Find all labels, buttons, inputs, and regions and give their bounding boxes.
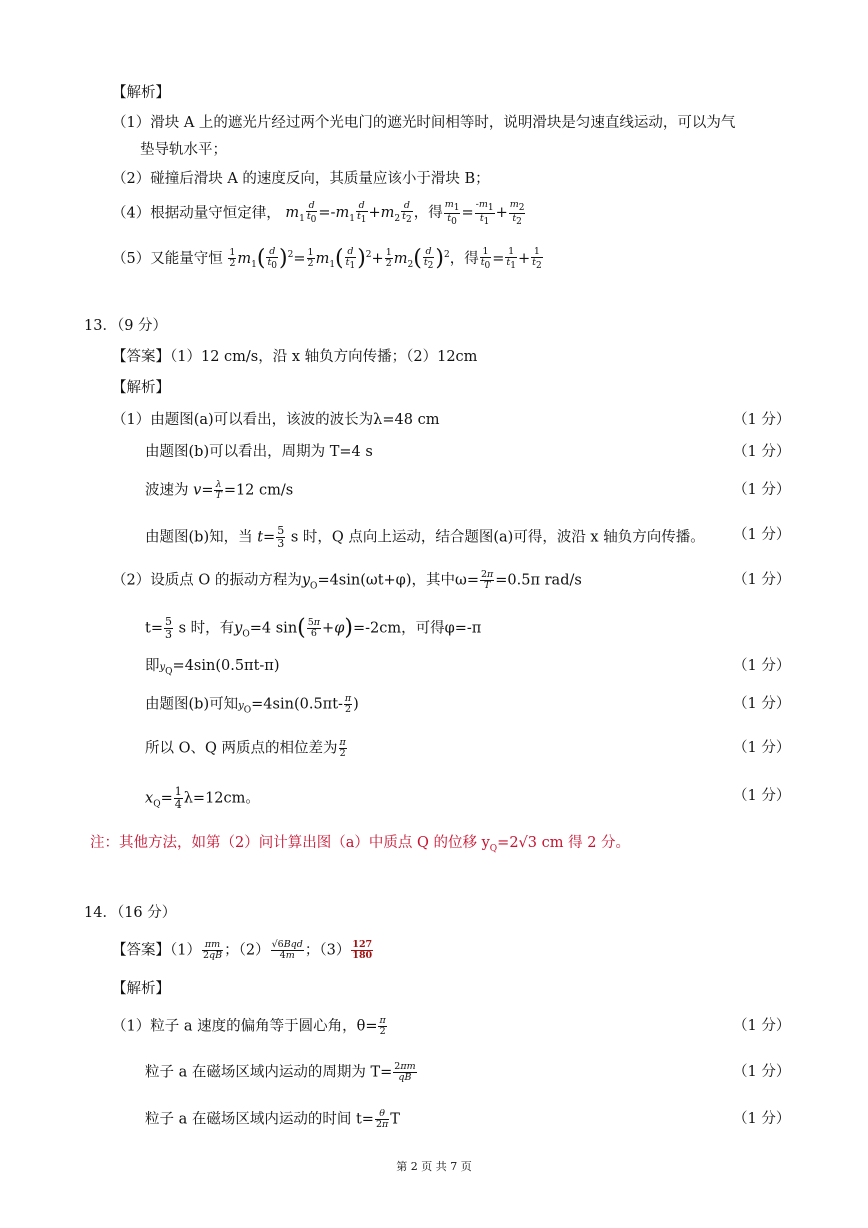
s13-row10: $x_Q=$ $\frac{1}{4}$ λ=12cm。 [145,785,260,811]
s13-row5-text-b: =4sin(ωt+φ)，其中ω= [317,572,479,589]
s13-row7-value: =4sin(0.5πt-π) [172,658,280,674]
s14-row1-text: （1）粒子 a 速度的偏角等于圆心角，θ= [112,1018,378,1035]
s13-row5-text-c: =0.5π rad/s [495,572,582,589]
s13-row3: 波速为 v= $\frac{\lambda}{T}$ =12 cm/s [145,479,294,501]
grading-note-value: =2√3 cm 得 2 分。 [497,835,631,851]
s13-row5: （2）设质点 O 的振动方程为$y_O=4\sin(\omega t+\varphi)$，其中ω= $\frac{2\pi}{T}$ =0.5π rad/s [112,569,582,592]
score-note: （1 分） [733,658,791,674]
score-note: （1 分） [733,527,791,543]
s14-row1: （1）粒子 a 速度的偏角等于圆心角，θ= $\frac{\pi}{2}$ [112,1015,386,1037]
s13-row6-text-d: =-2cm，可得φ=-π [352,620,482,637]
s12-line5-text: （5）又能量守恒 [112,250,223,267]
energy-equation: $\frac{1}{2}$ $m_1$( $\frac{d}{t_0}$ )$^2$= $\frac{1}{2}$ $m_1$( $\frac{d}{t_1}$ )$^2$+ $\frac{1}{2}$ $m_2$( $\frac{d}{t_2}$ )$^2$，得 $\frac{1}{t_0}$ = $\frac{1}{t_1}$ + $\frac{1}{t_2}$ [229,245,542,271]
score-note: （1 分） [733,1018,791,1034]
score-note: （1 分） [733,696,791,712]
wave-speed-value: =12 cm/s [223,482,294,499]
score-note: （1 分） [733,788,791,804]
score-note: （1 分） [733,412,791,428]
s12-line1b: 垫导轨水平； [140,142,227,158]
s14-row3-T: T [390,1111,400,1128]
score-note: （1 分） [733,444,791,460]
s14-heading: 14．（16 分） [84,905,177,921]
s14-jiexi: 【解析】 [112,981,170,997]
s12-line4 [112,200,526,229]
s13-row5-text-a: （2）设质点 O 的振动方程为 [112,572,302,589]
s13-row6-text-b: s 时，有 [178,620,235,637]
s14-row2: 粒子 a 在磁场区域内运动的周期为 T= $\frac{2\pi m}{qB}$ [145,1061,416,1083]
s12-line5 [112,245,544,275]
score-note: （1 分） [733,482,791,498]
momentum-equation: $m_1$ $\frac{d}{t_0}$ $=-m_1$ $\frac{d}{t_1}$ $+m_2$ $\frac{d}{t_2}$ ，得 $\frac{m_1}{t_0}$ = $\frac{-m_1}{t_1}$ + $\frac{m_2}{t_2}$ [285,199,525,227]
s13-row6: t= $\frac{5}{3}$ s 时，有$y_O=4$ sin( $\frac{5\pi}{6}$ +φ)=-2cm，可得φ=-π [145,615,482,641]
s14-answer: 【答案】（1） $\frac{\pi m}{2qB}$ ；（2） $\frac{\text{√6Bqd}}{4m}$ ；（3） $\frac{127}{180}$ [112,939,373,961]
s14-row3: 粒子 a 在磁场区域内运动的时间 t= $\frac{\theta}{2\pi}$ T [145,1108,400,1130]
score-note: （1 分） [733,1111,791,1127]
s13-row6-text-c: =4 sin [249,620,298,637]
s12-line1a: （1）滑块 A 上的遮光片经过两个光电门的遮光时间相等时，说明滑块是匀速直线运动，可以为气 [112,115,736,131]
s13-row8-text: 由题图(b)可知 [145,696,239,713]
answer3-denominator: 180 [352,950,373,961]
s12-jiexi: 【解析】 [112,85,170,101]
s13-heading: 13．（9 分） [84,318,168,334]
s13-row3-text: 波速为 [145,482,189,499]
s13-row10-text: λ=12cm。 [183,790,260,807]
s14-answer-c: ；（3） [304,942,351,959]
s13-row2: 由题图(b)可以看出，周期为 T=4 s [145,444,373,460]
s12-line2: （2）碰撞后滑块 A 的速度反向，其质量应该小于滑块 B； [112,171,490,187]
s14-answer-a: 【答案】（1） [112,942,201,959]
s14-answer-b: ；（2） [224,942,270,959]
s13-row4: 由题图(b)知，当 t= $\frac{5}{3}$ s 时，Q 点向上运动，结合题图(a)可得，波沿 x 轴负方向传播。 [145,524,705,550]
page-footer: 第 2 页 共 7 页 [396,1160,472,1173]
s13-jiexi: 【解析】 [112,380,170,396]
score-note: （1 分） [733,1064,791,1080]
score-note: （1 分） [733,740,791,756]
s13-row7-text: 即 [145,658,160,674]
s13-row4-text-b: s 时，Q 点向上运动，结合题图(a)可得，波沿 x 轴负方向传播。 [290,529,705,546]
s13-row7: 即$y_Q=4\sin(0.5\pi t-\pi)$ [145,658,280,677]
s14-row3-text: 粒子 a 在磁场区域内运动的时间 t= [145,1111,374,1128]
answer3-numerator: 127 [352,939,373,950]
s13-row1: （1）由题图(a)可以看出，该波的波长为λ=48 cm [112,412,440,428]
grading-note-text: 注：其他方法，如第（2）问计算出图（a）中质点 Q 的位移 y [90,835,490,851]
s13-row8-value: =4sin(0.5πt- [251,696,343,713]
s13-row9-text: 所以 O、Q 两质点的相位差为 [145,740,338,757]
s13-answer: 【答案】（1）12 cm/s，沿 x 轴负方向传播；（2）12cm [112,349,478,365]
s13-row8: 由题图(b)可知$y_O=4\sin(0.5\pi t-$ $\frac{\pi}{2}$ ) [145,693,359,716]
s12-line4-text: （4）根据动量守恒定律， [112,205,281,222]
s13-row6-text-a: t= [145,620,163,637]
s13-row9: 所以 O、Q 两质点的相位差为 $\frac{\pi}{2}$ [145,737,346,759]
score-note: （1 分） [733,572,791,588]
s14-row2-text: 粒子 a 在磁场区域内运动的周期为 T= [145,1064,393,1081]
grading-note: 注：其他方法，如第（2）问计算出图（a）中质点 Q 的位移 $y_Q=2√3$ cm 得 2 分。 [90,835,631,854]
s13-row4-text-a: 由题图(b)知，当 [145,529,253,546]
